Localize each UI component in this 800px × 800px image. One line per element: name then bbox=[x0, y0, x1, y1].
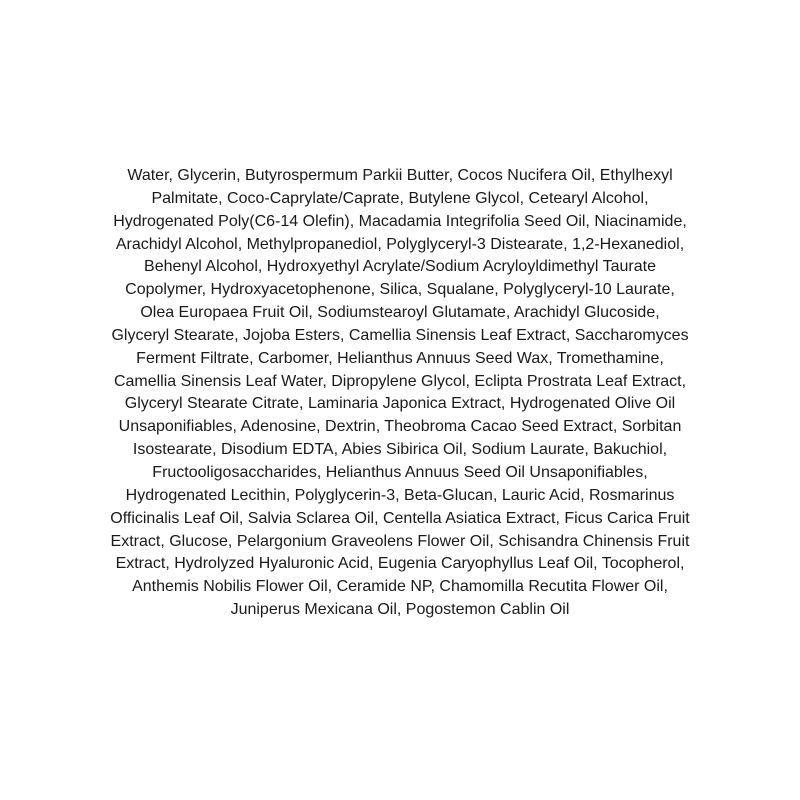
ingredients-line: Fructooligosaccharides, Helianthus Annuus Seed Oil Unsaponifiables, bbox=[152, 463, 648, 481]
ingredients-line: Extract, Hydrolyzed Hyaluronic Acid, Eugenia Caryophyllus Leaf Oil, Tocopherol, bbox=[115, 555, 685, 573]
ingredients-line: Arachidyl Alcohol, Methylpropanediol, Polyglyceryl-3 Distearate, 1,2-Hexanediol, bbox=[115, 235, 685, 253]
ingredients-list bbox=[50, 165, 750, 622]
ingredients-line: Glyceryl Stearate Citrate, Laminaria Japonica Extract, Hydrogenated Olive Oil bbox=[124, 395, 676, 413]
ingredients-line: Extract, Glucose, Pelargonium Graveolens Flower Oil, Schisandra Chinensis Fruit bbox=[110, 532, 690, 550]
ingredients-line: Copolymer, Hydroxyacetophenone, Silica, Squalane, Polyglyceryl-10 Laurate, bbox=[125, 281, 675, 299]
ingredients-line: Officinalis Leaf Oil, Salvia Sclarea Oil, Centella Asiatica Extract, Ficus Carica Fruit bbox=[110, 509, 690, 527]
ingredients-line: Water, Glycerin, Butyrospermum Parkii Butter, Cocos Nucifera Oil, Ethylhexyl bbox=[127, 167, 673, 184]
ingredients-line: Palmitate, Coco-Caprylate/Caprate, Butylene Glycol, Cetearyl Alcohol, bbox=[151, 189, 649, 207]
ingredients-line: Glyceryl Stearate, Jojoba Esters, Camellia Sinensis Leaf Extract, Saccharomyces bbox=[111, 326, 689, 344]
ingredients-line: Camellia Sinensis Leaf Water, Dipropylene Glycol, Eclipta Prostrata Leaf Extract, bbox=[113, 372, 687, 390]
ingredients-line: Hydrogenated Lecithin, Polyglycerin-3, Beta-Glucan, Lauric Acid, Rosmarinus bbox=[125, 486, 675, 504]
ingredients-line: Behenyl Alcohol, Hydroxyethyl Acrylate/Sodium Acryloyldimethyl Taurate bbox=[144, 258, 656, 276]
ingredients-line: Olea Europaea Fruit Oil, Sodiumstearoyl Glutamate, Arachidyl Glucoside, bbox=[140, 304, 660, 322]
ingredients-line: Unsaponifiables, Adenosine, Dextrin, Theobroma Cacao Seed Extract, Sorbitan bbox=[118, 418, 682, 436]
ingredients-line: Juniperus Mexicana Oil, Pogostemon Cablin Oil bbox=[230, 601, 570, 619]
ingredients-line: Hydrogenated Poly(C6-14 Olefin), Macadamia Integrifolia Seed Oil, Niacinamide, bbox=[113, 212, 687, 230]
ingredients-line: Anthemis Nobilis Flower Oil, Ceramide NP, Chamomilla Recutita Flower Oil, bbox=[132, 578, 668, 596]
ingredients-line: Ferment Filtrate, Carbomer, Helianthus Annuus Seed Wax, Tromethamine, bbox=[136, 349, 664, 367]
ingredients-line: Isostearate, Disodium EDTA, Abies Sibirica Oil, Sodium Laurate, Bakuchiol, bbox=[132, 441, 668, 459]
